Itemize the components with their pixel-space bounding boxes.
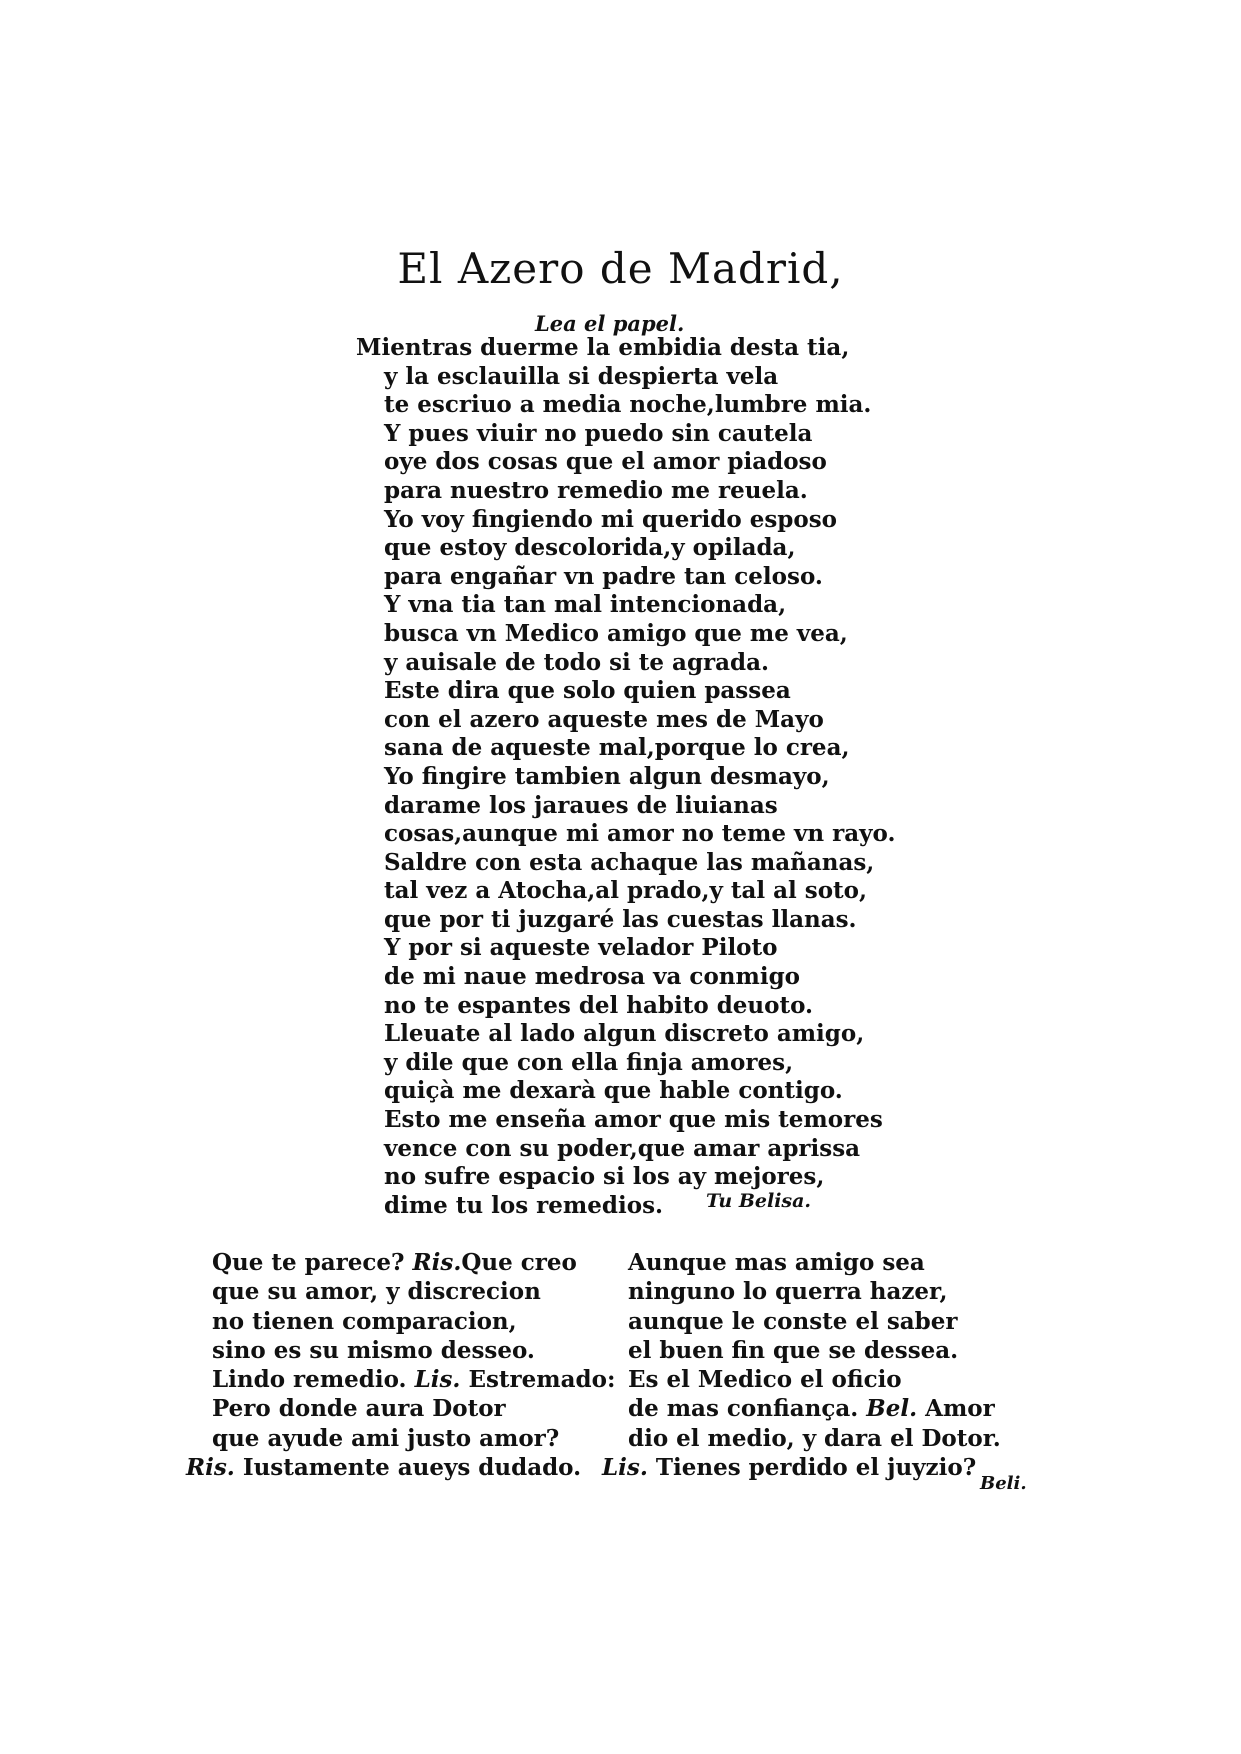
dialogue-text: dio el medio, y dara el Dotor.: [628, 1424, 1001, 1452]
verse-line: que estoy descolorida,y opilada,: [384, 534, 796, 562]
page-title: El Azero de Madrid,: [397, 244, 844, 293]
verse-line: oye dos cosas que el amor piadoso: [384, 448, 827, 476]
dialogue-text: Amor: [917, 1395, 995, 1423]
dialogue-line: [628, 1277, 1001, 1306]
verse-line: Mientras duerme la embidia desta tia,: [356, 334, 850, 361]
verse-line: darame los jaraues de liuianas: [384, 791, 778, 819]
verse-line: de mi naue medrosa va conmigo: [384, 963, 800, 991]
dialogue-text: Tienes perdido el juyzio?: [647, 1454, 977, 1482]
dialogue-line: [212, 1424, 615, 1453]
verse-line: Y vna tia tan mal intencionada,: [384, 591, 787, 619]
dialogue-text: que su amor, y discrecion: [212, 1278, 541, 1306]
verse-line: que por ti juzgaré las cuestas llanas.: [384, 905, 857, 933]
verse-line: Yo voy fingiendo mi querido esposo: [384, 505, 837, 533]
verse-line: Lleuate al lado algun discreto amigo,: [384, 1020, 865, 1048]
dialogue-line: [212, 1394, 615, 1423]
dialogue-line: [628, 1248, 1001, 1277]
dialogue-line: [212, 1307, 615, 1336]
dialogue-line: [628, 1307, 1001, 1336]
dialogue-text: no tienen comparacion,: [212, 1307, 517, 1335]
dialogue-column-right: [602, 1248, 1001, 1482]
verse-line: dime tu los remedios.: [384, 1191, 664, 1219]
verse-line: y la esclauilla si despierta vela: [384, 362, 779, 390]
verse-line: tal vez a Atocha,al prado,y tal al soto,: [384, 877, 868, 905]
verse-line: y auisale de todo si te agrada.: [384, 648, 770, 676]
dialogue-text: el buen fin que se dessea.: [628, 1336, 959, 1364]
verse-line: Este dira que solo quien passea: [384, 677, 791, 705]
verse-line: busca vn Medico amigo que me vea,: [384, 619, 848, 647]
stage-direction: Lea el papel.: [535, 311, 685, 336]
dialogue-column-left: [186, 1248, 616, 1482]
dialogue-line: [628, 1394, 1001, 1423]
dialogue-line: [212, 1248, 615, 1277]
dialogue-text: de mas confiança.: [628, 1395, 867, 1423]
verse-line: te escriuo a media noche,lumbre mia.: [384, 391, 872, 419]
letter-verse: [356, 334, 895, 1220]
verse-line: no te espantes del habito deuoto.: [384, 991, 814, 1019]
dialogue-text: ninguno lo querra hazer,: [628, 1278, 948, 1306]
verse-line: Y pues viuir no puedo sin cautela: [384, 419, 813, 447]
dialogue-text: Aunque mas amigo sea: [628, 1249, 925, 1276]
catchword: Beli.: [980, 1473, 1027, 1494]
verse-line: con el azero aqueste mes de Mayo: [384, 705, 824, 733]
dialogue-text: Pero donde aura Dotor: [212, 1395, 506, 1423]
verse-line: Saldre con esta achaque las mañanas,: [384, 848, 875, 876]
dialogue-text: Que te parece?: [212, 1249, 413, 1276]
dialogue-text: Es el Medico el oficio: [628, 1366, 902, 1394]
verse-line: vence con su poder,que amar aprissa: [384, 1134, 861, 1162]
dialogue-line: [212, 1336, 615, 1365]
dialogue-line: [628, 1365, 1001, 1394]
verse-line: no sufre espacio si los ay mejores,: [384, 1163, 825, 1191]
dialogue-line: [628, 1336, 1001, 1365]
speaker-label: Lis.: [602, 1454, 648, 1482]
dialogue-line: [628, 1424, 1001, 1453]
dialogue-line: [212, 1365, 615, 1394]
verse-line: Yo fingire tambien algun desmayo,: [384, 762, 830, 790]
speaker-label: Ris.: [412, 1249, 462, 1276]
verse-line: Esto me enseña amor que mis temores: [384, 1106, 883, 1134]
dialogue-text: sino es su mismo desseo.: [212, 1336, 535, 1364]
dialogue-text: Que creo: [461, 1249, 577, 1276]
verse-line: Y por si aqueste velador Piloto: [384, 934, 778, 962]
dialogue-text: Lindo remedio.: [212, 1366, 415, 1394]
speaker-label: Ris.: [186, 1454, 235, 1482]
verse-line: para nuestro remedio me reuela.: [384, 476, 808, 504]
verse-line: sana de aqueste mal,porque lo crea,: [384, 734, 850, 762]
verse-line: quiçà me dexarà que hable contigo.: [384, 1077, 843, 1105]
verse-line: cosas,aunque mi amor no teme vn rayo.: [384, 820, 896, 848]
verse-line: y dile que con ella finja amores,: [384, 1048, 794, 1076]
speaker-label: Bel.: [866, 1395, 918, 1423]
speaker-label: Lis.: [414, 1366, 461, 1394]
dialogue-line: [186, 1453, 615, 1482]
dialogue-line: [602, 1453, 1001, 1482]
dialogue-text: aunque le conste el saber: [628, 1307, 958, 1335]
dialogue-text: que ayude ami justo amor?: [212, 1424, 560, 1452]
dialogue-line: [212, 1277, 615, 1306]
verse-line: para engañar vn padre tan celoso.: [384, 562, 823, 590]
letter-signature: Tu Belisa.: [706, 1190, 812, 1212]
dialogue-text: Estremado:: [460, 1366, 616, 1394]
dialogue-text: Iustamente aueys dudado.: [234, 1454, 582, 1482]
